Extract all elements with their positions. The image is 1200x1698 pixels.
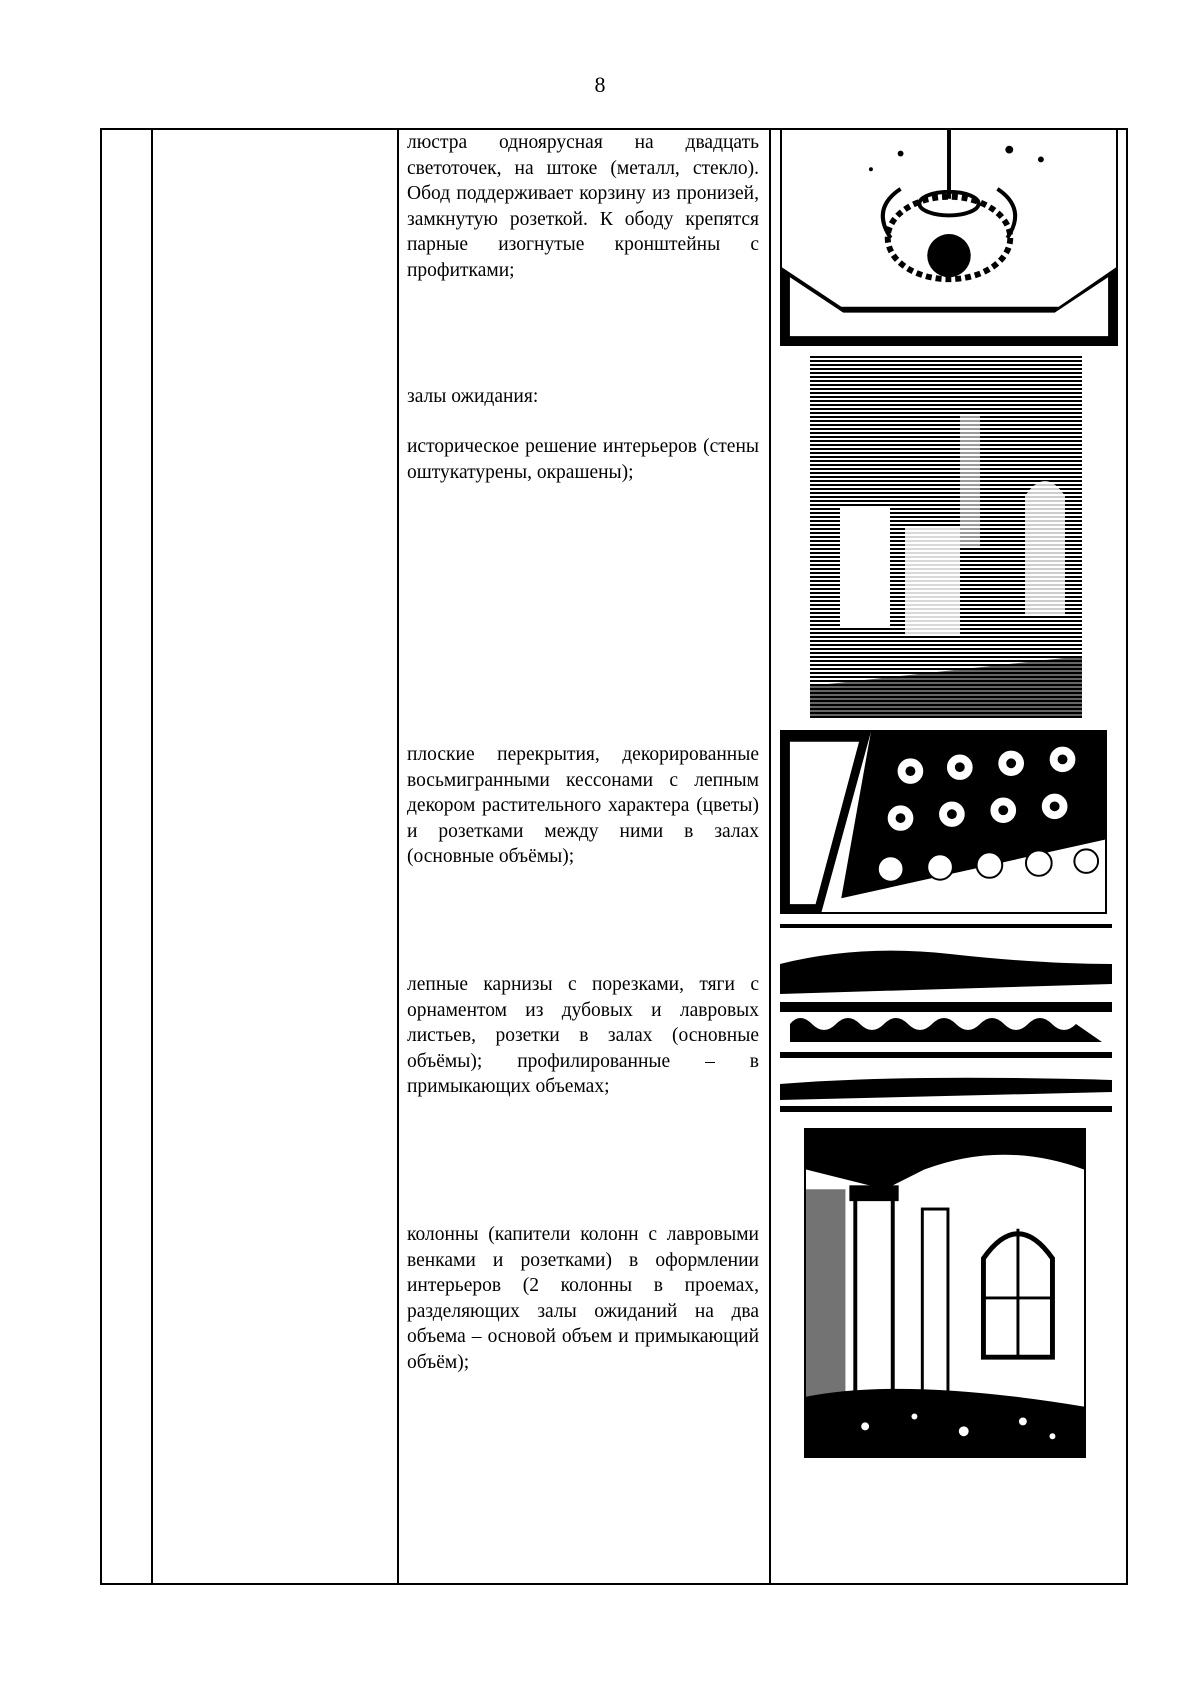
column-divider: [769, 128, 771, 1585]
cornice-photo: [780, 924, 1112, 1112]
page-number: 8: [594, 72, 606, 97]
description-coffered-ceiling: плоские перекрытия, декорированные восьмигранными кессонами с лепным декором растительного характера (цветы) и розетками между ними в залах (основные объёмы);: [407, 744, 759, 867]
waiting-hall-photo: [810, 356, 1082, 718]
chandelier-photo: [780, 128, 1118, 346]
column-divider: [397, 128, 399, 1585]
column-divider: [151, 128, 153, 1585]
description-columns: колонны (капители колонн с лавровыми венками и розетками) в оформлении интерьеров (2 колонны в проемах, разделяющих залы ожиданий на два объема – основой объем и примыкающий объём);: [407, 1224, 759, 1373]
description-waiting-halls: историческое решение интерьеров (стены оштукатурены, окрашены);: [407, 436, 759, 483]
columns-photo: [804, 1128, 1086, 1458]
description-chandelier: люстра одноярусная на двадцать светоточек, на штоке (металл, стекло). Обод поддерживает корзину из пронизей, замкнутую розеткой. К ободу крепятся парные изогнутые кронштейны с профитками;: [407, 132, 759, 281]
description-cornices: лепные карнизы с порезками, тяги с орнаментом из дубовых и лавровых листьев, розетки в залах (основные объёмы); профилированные – в примыкающих объемах;: [407, 974, 759, 1097]
coffered-ceiling-photo: [780, 730, 1107, 914]
waiting-halls-heading: залы ожидания:: [407, 386, 539, 407]
